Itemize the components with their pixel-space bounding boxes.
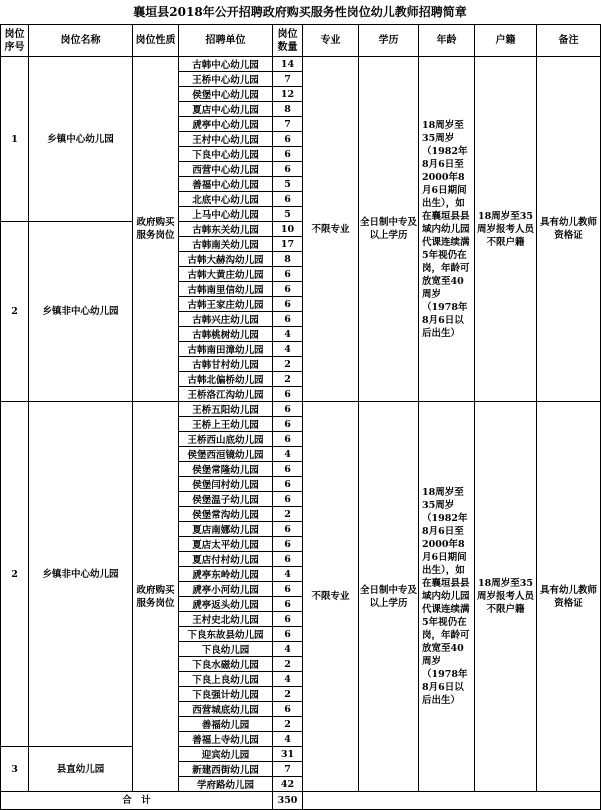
- count-cell: 6: [273, 522, 303, 537]
- unit-cell: 侯堡西洹镜幼儿园: [179, 447, 273, 462]
- total-empty: [303, 792, 601, 810]
- unit-cell: 古韩中心幼儿园: [179, 57, 273, 72]
- count-cell: 5: [273, 207, 303, 222]
- count-cell: 8: [273, 252, 303, 267]
- age-cell: 18周岁至35周岁（1982年8月6日至2000年8月6日期间出生），如在襄垣县县域内幼儿园代课连续满5年视仍在岗，年龄可放宽至40周岁（1978年8月6日以后出生）: [419, 402, 475, 792]
- count-cell: 42: [273, 777, 303, 792]
- section-name: 乡镇非中心幼儿园: [29, 222, 133, 402]
- count-cell: 6: [273, 312, 303, 327]
- note-cell: 具有幼儿教师资格证: [537, 57, 601, 402]
- section-name: 乡镇非中心幼儿园: [29, 402, 133, 747]
- count-cell: 6: [273, 387, 303, 402]
- count-cell: 4: [273, 327, 303, 342]
- count-cell: 6: [273, 132, 303, 147]
- count-cell: 12: [273, 87, 303, 102]
- count-cell: 6: [273, 162, 303, 177]
- nature-cell: 政府购买服务岗位: [133, 402, 179, 792]
- unit-cell: 王桥上王幼儿园: [179, 417, 273, 432]
- unit-cell: 古韩南关幼儿园: [179, 237, 273, 252]
- count-cell: 10: [273, 222, 303, 237]
- total-count: 350: [273, 792, 303, 810]
- count-cell: 7: [273, 72, 303, 87]
- table-row: [1, 402, 601, 417]
- unit-cell: 夏店南娜幼儿园: [179, 522, 273, 537]
- count-cell: 7: [273, 762, 303, 777]
- header-unit: 招聘单位: [179, 25, 273, 57]
- unit-cell: 西营城底幼儿园: [179, 702, 273, 717]
- unit-cell: 侯堡温子幼儿园: [179, 492, 273, 507]
- unit-cell: 下良强计幼儿园: [179, 687, 273, 702]
- unit-cell: 王村中心幼儿园: [179, 132, 273, 147]
- unit-cell: 古韩南里信幼儿园: [179, 282, 273, 297]
- unit-cell: 古韩大赫沟幼儿园: [179, 252, 273, 267]
- count-cell: 6: [273, 267, 303, 282]
- unit-cell: 虒亭东岭幼儿园: [179, 567, 273, 582]
- unit-cell: 王桥洛江沟幼儿园: [179, 387, 273, 402]
- hukou-cell: 18周岁至35周岁报考人员不限户籍: [475, 402, 537, 792]
- unit-cell: 古韩兴庄幼儿园: [179, 312, 273, 327]
- major-cell: 不限专业: [303, 402, 359, 792]
- unit-cell: 下良东故县幼儿园: [179, 627, 273, 642]
- edu-cell: 全日制中专及以上学历: [359, 402, 419, 792]
- total-row: [1, 792, 601, 810]
- count-cell: 31: [273, 747, 303, 762]
- unit-cell: 古韩王家庄幼儿园: [179, 297, 273, 312]
- unit-cell: 虒亭返头幼儿园: [179, 597, 273, 612]
- count-cell: 4: [273, 567, 303, 582]
- note-cell: 具有幼儿教师资格证: [537, 402, 601, 792]
- unit-cell: 侯堡中心幼儿园: [179, 87, 273, 102]
- age-cell: 18周岁至35周岁（1982年8月6日至2000年8月6日期间出生），如在襄垣县县域内幼儿园代课连续满5年视仍在岗，年龄可放宽至40周岁（1978年8月6日以后出生）: [419, 57, 475, 402]
- count-cell: 6: [273, 432, 303, 447]
- count-cell: 17: [273, 237, 303, 252]
- count-cell: 6: [273, 702, 303, 717]
- header-note: 备注: [537, 25, 601, 57]
- unit-cell: 侯堡常隆幼儿园: [179, 462, 273, 477]
- unit-cell: 下良幼儿园: [179, 642, 273, 657]
- header-age: 年龄: [419, 25, 475, 57]
- count-cell: 6: [273, 477, 303, 492]
- recruitment-table: [0, 24, 601, 810]
- nature-cell: 政府购买服务岗位: [133, 57, 179, 402]
- unit-cell: 古韩桃树幼儿园: [179, 327, 273, 342]
- count-cell: 4: [273, 642, 303, 657]
- count-cell: 6: [273, 402, 303, 417]
- unit-cell: 夏店太平幼儿园: [179, 537, 273, 552]
- section-seq: 2: [1, 222, 29, 402]
- count-cell: 6: [273, 612, 303, 627]
- section-seq: 3: [1, 747, 29, 792]
- header-name: 岗位名称: [29, 25, 133, 57]
- unit-cell: 善福幼儿园: [179, 717, 273, 732]
- header-count: 岗位数量: [273, 25, 303, 57]
- unit-cell: 新建西街幼儿园: [179, 762, 273, 777]
- count-cell: 4: [273, 672, 303, 687]
- unit-cell: 迎宾幼儿园: [179, 747, 273, 762]
- unit-cell: 善福中心幼儿园: [179, 177, 273, 192]
- unit-cell: 侯堡闫村幼儿园: [179, 477, 273, 492]
- major-cell: 不限专业: [303, 57, 359, 402]
- count-cell: 6: [273, 627, 303, 642]
- hukou-cell: 18周岁至35周岁报考人员不限户籍: [475, 57, 537, 402]
- header-nature: 岗位性质: [133, 25, 179, 57]
- count-cell: 2: [273, 657, 303, 672]
- header-major: 专业: [303, 25, 359, 57]
- unit-cell: 夏店付村幼儿园: [179, 552, 273, 567]
- count-cell: 2: [273, 357, 303, 372]
- unit-cell: 王桥中心幼儿园: [179, 72, 273, 87]
- section-seq: 2: [1, 402, 29, 747]
- count-cell: 6: [273, 537, 303, 552]
- unit-cell: 王桥五阳幼儿园: [179, 402, 273, 417]
- table-body: [1, 57, 601, 810]
- header-edu: 学历: [359, 25, 419, 57]
- unit-cell: 侯堡常沟幼儿园: [179, 507, 273, 522]
- total-label: 合 计: [1, 792, 273, 810]
- count-cell: 5: [273, 177, 303, 192]
- unit-cell: 下良上良幼儿园: [179, 672, 273, 687]
- header-row: [1, 25, 601, 57]
- unit-cell: 上马中心幼儿园: [179, 207, 273, 222]
- unit-cell: 古韩大黄庄幼儿园: [179, 267, 273, 282]
- unit-cell: 北底中心幼儿园: [179, 192, 273, 207]
- count-cell: 6: [273, 492, 303, 507]
- unit-cell: 王村史北幼儿园: [179, 612, 273, 627]
- count-cell: 6: [273, 552, 303, 567]
- unit-cell: 古韩南田漳幼儿园: [179, 342, 273, 357]
- unit-cell: 夏店中心幼儿园: [179, 102, 273, 117]
- count-cell: 8: [273, 102, 303, 117]
- header-hukou: 户籍: [475, 25, 537, 57]
- count-cell: 6: [273, 597, 303, 612]
- unit-cell: 虒亭中心幼儿园: [179, 117, 273, 132]
- count-cell: 6: [273, 147, 303, 162]
- count-cell: 6: [273, 417, 303, 432]
- unit-cell: 虒亭小河幼儿园: [179, 582, 273, 597]
- count-cell: 6: [273, 582, 303, 597]
- count-cell: 4: [273, 447, 303, 462]
- section-seq: 1: [1, 57, 29, 222]
- count-cell: 4: [273, 732, 303, 747]
- count-cell: 6: [273, 282, 303, 297]
- count-cell: 4: [273, 342, 303, 357]
- count-cell: 2: [273, 717, 303, 732]
- unit-cell: 下良中心幼儿园: [179, 147, 273, 162]
- count-cell: 2: [273, 372, 303, 387]
- count-cell: 2: [273, 507, 303, 522]
- unit-cell: 学府路幼儿园: [179, 777, 273, 792]
- edu-cell: 全日制中专及以上学历: [359, 57, 419, 402]
- count-cell: 2: [273, 687, 303, 702]
- unit-cell: 善福上寺幼儿园: [179, 732, 273, 747]
- count-cell: 7: [273, 117, 303, 132]
- unit-cell: 古韩北偏桥幼儿园: [179, 372, 273, 387]
- section-name: 乡镇中心幼儿园: [29, 57, 133, 222]
- count-cell: 6: [273, 462, 303, 477]
- section-name: 县直幼儿园: [29, 747, 133, 792]
- count-cell: 6: [273, 297, 303, 312]
- header-seq: 岗位序号: [1, 25, 29, 57]
- unit-cell: 古韩甘村幼儿园: [179, 357, 273, 372]
- unit-cell: 王桥西山底幼儿园: [179, 432, 273, 447]
- page-title: 襄垣县2018年公开招聘政府购买服务性岗位幼儿教师招聘简章: [133, 5, 467, 19]
- unit-cell: 西营中心幼儿园: [179, 162, 273, 177]
- count-cell: 14: [273, 57, 303, 72]
- count-cell: 6: [273, 192, 303, 207]
- unit-cell: 古韩东关幼儿园: [179, 222, 273, 237]
- unit-cell: 下良水磁幼儿园: [179, 657, 273, 672]
- table-row: [1, 57, 601, 72]
